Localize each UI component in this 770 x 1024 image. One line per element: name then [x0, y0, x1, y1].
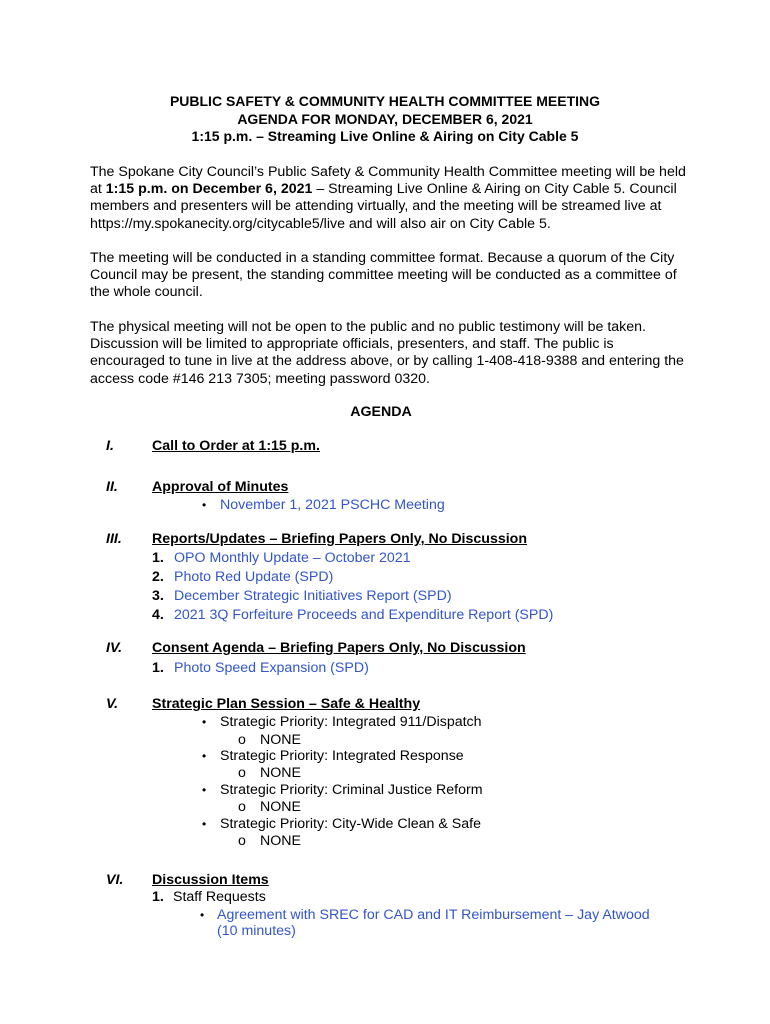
strategic-priority: Strategic Priority: Integrated 911/Dispatch [220, 714, 482, 730]
circle-bullet-icon: o [238, 833, 246, 849]
section-number: IV. [106, 640, 123, 656]
header-line-2: AGENDA FOR MONDAY, DECEMBER 6, 2021 [237, 110, 533, 127]
section-number: I. [106, 438, 114, 454]
staff-requests-label: Staff Requests [173, 889, 266, 905]
intro-p1-text-b: – Streaming Live Online & Airing on City Cable 5. Council members and presenters will be attending virtually, and the meeting will be streamed live at https://my.spokanecity.org/citycable5/live and will also air on City Cable 5. [90, 181, 677, 232]
report-link-strategic[interactable]: December Strategic Initiatives Report (SPD) [174, 588, 452, 604]
list-number: 4. [152, 607, 164, 623]
intro-paragraph-1 [90, 164, 690, 233]
minutes-link[interactable]: November 1, 2021 PSCHC Meeting [220, 497, 445, 513]
list-number: 3. [152, 588, 164, 604]
section-title: Reports/Updates – Briefing Papers Only, No Discussion [152, 531, 528, 547]
strategic-priority: Strategic Priority: City-Wide Clean & Safe [220, 816, 481, 832]
section-number: II. [106, 479, 118, 495]
list-number: 1. [152, 550, 164, 566]
circle-bullet-icon: o [238, 799, 246, 815]
bullet-icon: • [200, 908, 205, 922]
intro-p1-text-a: The Spokane City Council’s Public Safety & Community Health Committee meeting will be held at [90, 164, 686, 198]
bullet-icon: • [202, 817, 207, 831]
section-title: Consent Agenda – Briefing Papers Only, No Discussion [152, 640, 526, 656]
intro-paragraph-3: The physical meeting will not be open to the public and no public testimony will be taken. Discussion will be limited to appropriate officials, presenters, and staff. The public is encouraged to tune in live at the address above, or by calling 1-408-418-9388 and entering the access code #146 213 7305; meeting password 0320. [90, 319, 684, 387]
bullet-icon: • [202, 498, 207, 512]
consent-link-photo-speed[interactable]: Photo Speed Expansion (SPD) [174, 660, 369, 676]
none-text: NONE [260, 765, 301, 781]
section-title: Approval of Minutes [152, 479, 289, 495]
strategic-priority: Strategic Priority: Integrated Response [220, 748, 464, 764]
section-number: VI. [106, 872, 124, 888]
strategic-priority: Strategic Priority: Criminal Justice Reform [220, 782, 483, 798]
none-text: NONE [260, 732, 301, 748]
section-number: V. [106, 696, 119, 712]
list-number: 1. [152, 660, 164, 676]
report-link-opo[interactable]: OPO Monthly Update – October 2021 [174, 550, 411, 566]
header-line-1: PUBLIC SAFETY & COMMUNITY HEALTH COMMITTEE MEETING [169, 93, 601, 109]
circle-bullet-icon: o [238, 732, 246, 748]
agenda-title: AGENDA [350, 404, 412, 420]
header-line-3: 1:15 p.m. – Streaming Live Online & Airing on City Cable 5 [191, 128, 579, 144]
list-number: 2. [152, 569, 164, 585]
intro-p1-bold: 1:15 p.m. on December 6, 2021 [105, 181, 313, 198]
section-number: III. [106, 531, 122, 547]
discussion-link-duration[interactable]: (10 minutes) [217, 923, 296, 939]
section-title: Call to Order at 1:15 p.m. [152, 438, 320, 454]
section-title: Strategic Plan Session – Safe & Healthy [152, 696, 421, 712]
list-number: 1. [152, 889, 164, 905]
circle-bullet-icon: o [238, 765, 246, 781]
report-link-forfeiture[interactable]: 2021 3Q Forfeiture Proceeds and Expenditure Report (SPD) [174, 607, 554, 623]
bullet-icon: • [202, 749, 207, 763]
bullet-icon: • [202, 715, 207, 729]
report-link-photo-red[interactable]: Photo Red Update (SPD) [174, 569, 334, 585]
document-header [0, 93, 770, 146]
none-text: NONE [260, 799, 301, 815]
discussion-link-srec[interactable]: Agreement with SREC for CAD and IT Reimbursement – Jay Atwood [217, 907, 650, 923]
intro-paragraph-2: The meeting will be conducted in a standing committee format. Because a quorum of the City Council may be present, the standing committee meeting will be conducted as a committee of the whole council. [90, 250, 677, 301]
section-title: Discussion Items [152, 872, 269, 888]
bullet-icon: • [202, 783, 207, 797]
none-text: NONE [260, 833, 301, 849]
